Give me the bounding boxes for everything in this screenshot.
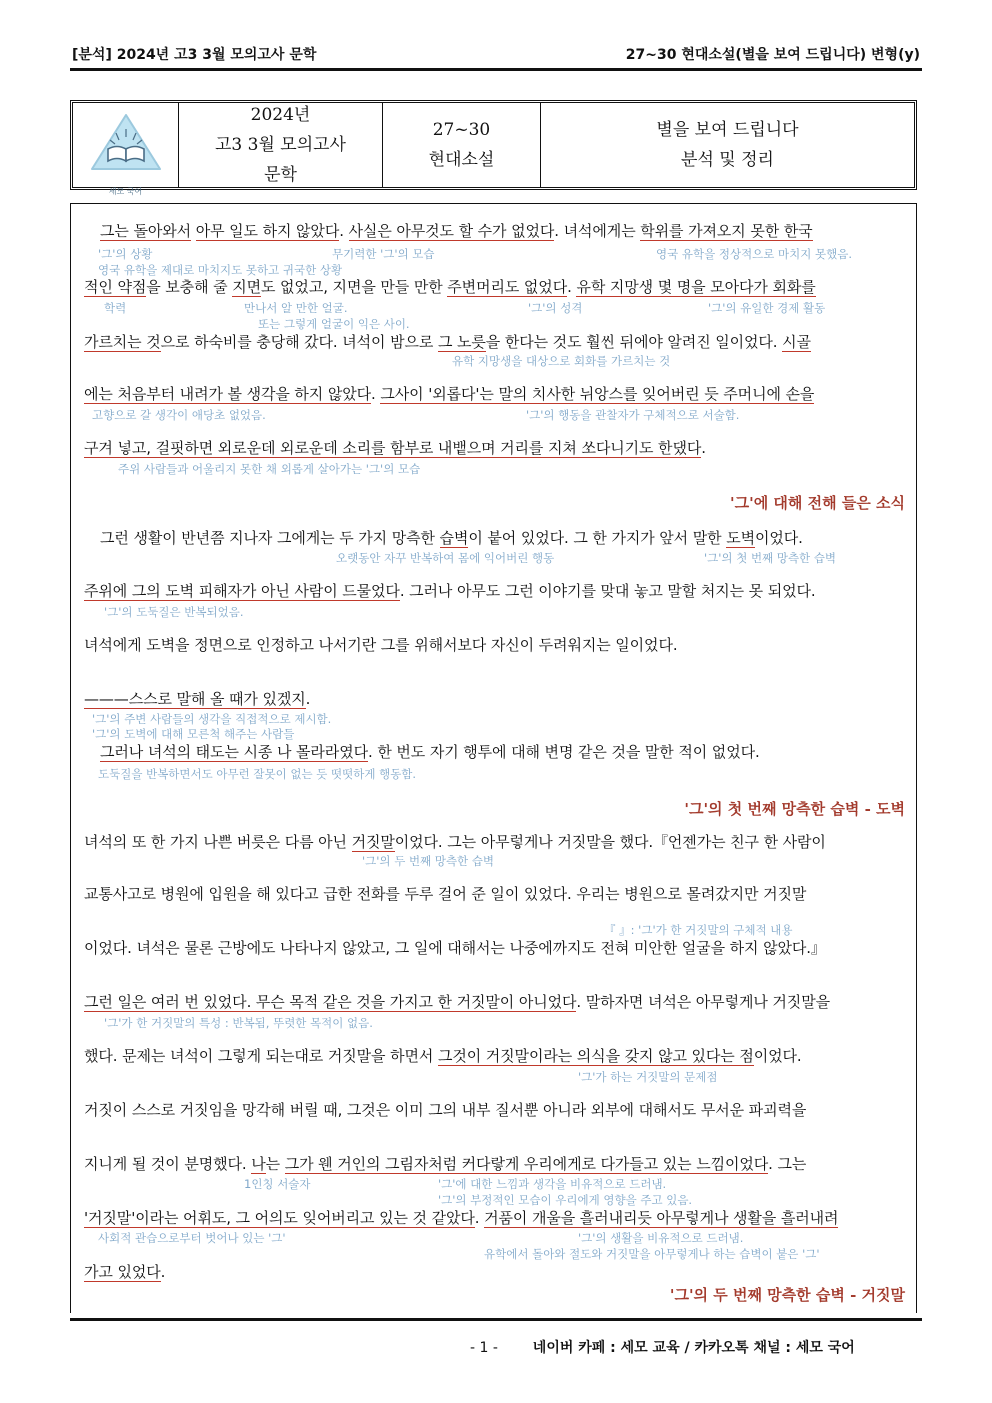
text-line-19: 가고 있었다. [84, 1263, 166, 1281]
text-line-9: ———스스로 말해 올 때가 있겠지. [84, 690, 311, 708]
section-heading-2: '그'의 첫 번째 망측한 습벽 - 도벽 [684, 800, 905, 818]
annotation: 영국 유학을 제대로 마치지도 못하고 귀국한 상황 [98, 263, 343, 277]
top-rule [70, 68, 922, 71]
footer [470, 1337, 855, 1357]
text-line-10: 그러나 녀석의 태도는 시종 나 몰라라였다. 한 번도 자기 행투에 대해 변명 같은 것을 말한 적이 없었다. [100, 743, 760, 761]
annotation: '그'의 도벽에 대해 모른척 해주는 사람들 [92, 727, 295, 741]
text-line-8: 녀석에게 도벽을 정면으로 인정하고 나서기란 그를 위해서보다 자신이 두려워지는 일이었다. [84, 636, 678, 654]
bottom-rule [70, 1318, 922, 1321]
book-logo-icon [86, 107, 166, 196]
text-line-13: 이었다. 녀석은 물론 근방에도 나타나지 않았고, 그 일에 대해서는 나중에까지도 전혀 미안한 얼굴을 하지 않았다.』 [84, 939, 826, 957]
text-line-3: 가르치는 것으로 하숙비를 충당해 갔다. 녀석이 밤으로 그 노릇을 한다는 것도 훨씬 뒤에야 알려진 일이었다. 시골 [84, 333, 811, 351]
work-title: 별을 보여 드립니다 [656, 120, 799, 140]
annotation: 또는 그렇게 얼굴이 익은 사이. [258, 317, 410, 331]
annotation: '그'의 생활을 비유적으로 드러냄. [578, 1231, 744, 1245]
text-line-4: 에는 처음부터 내려가 볼 생각을 하지 않았다. 그사이 '외롭다'는 말의 치사한 뉘앙스를 잊어버린 듯 주머니에 손을 [84, 385, 815, 403]
annotation: 만나서 알 만한 얼굴. [244, 301, 348, 315]
exam-cell [179, 103, 383, 187]
header-left: [분석] 2024년 고3 3월 모의고사 문학 [72, 47, 317, 63]
text-line-11: 녀석의 또 한 가지 나쁜 버릇은 다름 아닌 거짓말이었다. 그는 아무렇게나 거짓말을 했다.『언젠가는 친구 한 사람이 [84, 833, 826, 851]
logo-text: 세모 국어 [108, 187, 143, 196]
work-subtitle: 분석 및 정리 [681, 150, 774, 170]
annotation: '그'의 두 번째 망측한 습벽 [362, 854, 495, 868]
text-line-18: '거짓말'이라는 어휘도, 그 어의도 잊어버리고 있는 것 같았다. 거품이 개울을 흘러내리듯 아무렇게나 생활을 흘러내려 [84, 1209, 839, 1227]
annotation: 도둑질을 반복하면서도 아무런 잘못이 없는 듯 떳떳하게 행동함. [98, 767, 417, 781]
annotation: 유학 지망생을 대상으로 회화를 가르치는 것 [452, 354, 671, 368]
logo-cell [73, 103, 179, 196]
section-heading-3: '그'의 두 번째 망측한 습벽 - 거짓말 [669, 1286, 905, 1304]
section-heading-1: '그'에 대해 전해 들은 소식 [730, 494, 905, 512]
footer-text: 네이버 카페 : 세모 교육 / 카카오톡 채널 : 세모 국어 [532, 1340, 855, 1356]
annotation: '그'의 상황 [98, 247, 153, 261]
text-line-16: 거짓이 스스로 거짓임을 망각해 버릴 때, 그것은 이미 그의 내부 질서뿐 아니라 외부에 대해서도 무서운 파괴력을 [84, 1101, 807, 1119]
annotation: '그'의 행동을 관찰자가 구체적으로 서술함. [526, 408, 740, 422]
text-line-2: 적인 약점을 보충해 줄 지면도 없었고, 지면을 만들 만한 주변머리도 없었다. 유학 지망생 몇 명을 모아다가 회화를 [84, 278, 816, 296]
text-line-12: 교통사고로 병원에 입원을 해 있다고 급한 전화를 두루 걸어 준 일이 있었다. 우리는 병원으로 몰려갔지만 거짓말 [84, 885, 807, 903]
text-line-15: 했다. 문제는 녀석이 그렇게 되는대로 거짓말을 하면서 그것이 거짓말이라는 의식을 갖지 않고 있다는 점이었다. [84, 1047, 802, 1065]
annotation: 고향으로 갈 생각이 애당초 없었음. [92, 408, 266, 422]
annotation: 사회적 관습으로부터 벗어나 있는 '그' [98, 1231, 286, 1245]
text-line-6: 그런 생활이 반년쯤 지나자 그에게는 두 가지 망측한 습벽이 붙어 있었다. 그 한 가지가 앞서 말한 도벽이었다. [100, 529, 803, 547]
text-line-5: 구겨 넣고, 걸핏하면 외로운데 외로운데 소리를 함부로 내뱉으며 거리를 지쳐 쏘다니기도 한댔다. [84, 439, 706, 457]
header-right: 27~30 현대소설(별을 보여 드립니다) 변형(y) [625, 47, 920, 63]
annotation: 무기력한 '그'의 모습 [332, 247, 435, 261]
page-number: - 1 - [470, 1340, 498, 1356]
exam-name: 고3 3월 모의고사 [215, 135, 346, 155]
question-range: 27~30 [432, 120, 491, 140]
work-title-cell [541, 103, 914, 187]
exam-year: 2024년 [250, 105, 311, 125]
annotation: 오랫동안 자꾸 반복하여 몸에 익어버린 행동 [336, 551, 555, 565]
exam-subject: 문학 [264, 165, 297, 185]
text-line-17: 지니게 될 것이 분명했다. 나는 그가 웬 거인의 그림자처럼 커다랗게 우리에게로 다가들고 있는 느낌이었다. 그는 [84, 1155, 807, 1173]
annotation: 학력 [104, 301, 127, 315]
annotation: 유학에서 돌아와 절도와 거짓말을 아무렇게나 하는 습벽이 붙은 '그' [484, 1247, 820, 1261]
annotation: '그'의 첫 번째 망측한 습벽 [704, 551, 837, 565]
section-cell [383, 103, 541, 187]
annotation: '그'의 도둑질은 반복되었음. [104, 605, 244, 619]
annotation: '그'의 유일한 경제 활동 [708, 301, 826, 315]
annotation: 영국 유학을 정상적으로 마치지 못했음. [656, 247, 853, 261]
text-line-14: 그런 일은 여러 번 있었다. 무슨 목적 같은 것을 가지고 한 거짓말이 아니었다. 말하자면 녀석은 아무렇게나 거짓말을 [84, 993, 830, 1011]
annotation: '그'에 대한 느낌과 생각을 비유적으로 드러냄. [438, 1177, 667, 1191]
annotation: '그'의 성격 [528, 301, 583, 315]
text-line-7: 주위에 그의 도벽 피해자가 아닌 사람이 드물었다. 그러나 아무도 그런 이야기를 맞대 놓고 말할 처지는 못 되었다. [84, 582, 816, 600]
annotation: 1인칭 서술자 [244, 1177, 311, 1191]
annotation: '그'의 부정적인 모습이 우리에게 영향을 주고 있음. [438, 1193, 693, 1207]
annotation: 주위 사람들과 어울리지 못한 채 외롭게 살아가는 '그'의 모습 [118, 462, 421, 476]
annotation: 『 』: '그'가 한 거짓말의 구체적 내용 [604, 923, 793, 937]
annotation: '그'가 한 거짓말의 특성 : 반복됨, 뚜렷한 목적이 없음. [104, 1016, 373, 1030]
annotation: '그'가 하는 거짓말의 문제점 [578, 1070, 718, 1084]
text-line-1: 그는 돌아와서 아무 일도 하지 않았다. 사실은 아무것도 할 수가 없었다. 녀석에게는 학위를 가져오지 못한 한국 [100, 222, 813, 240]
genre: 현대소설 [428, 150, 495, 170]
title-box [70, 100, 917, 196]
annotation: '그'의 주변 사람들의 생각을 직접적으로 제시함. [92, 712, 332, 726]
